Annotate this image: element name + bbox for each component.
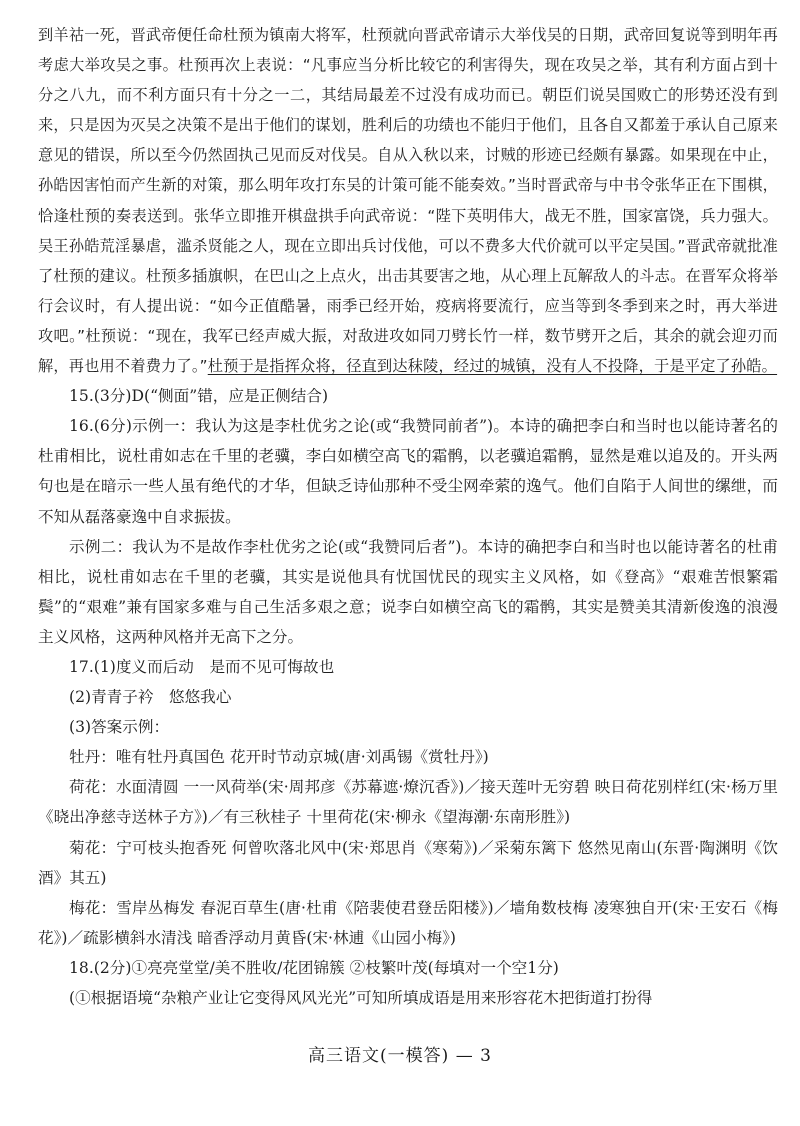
page-footer: 高三语文(一模答) — 3 — [308, 1046, 492, 1066]
q16-example-one: 16.(6分)示例一：我认为这是李杜优劣之论(或“我赞同前者”)。本诗的确把李白和当时也以能诗著名的杜甫相比，说杜甫如志在千里的老骥，李白如横空高飞的霜鹘，以老骥追霜鹘，显然是难以追及的。开头两句也是在暗示一些人虽有绝代的才华，但缺乏诗仙那种不受尘网牵萦的逸气。他们自陷于人间世的缧绁，而不知从磊落豪逸中自求振拔。 — [38, 417, 778, 526]
q17-chrysanthemum: 菊花：宁可枝头抱香死 何曾吹落北风中(宋·郑思肖《寒菊》)／采菊东篱下 悠然见南山(东晋·陶渊明《饮酒》其五) — [38, 838, 778, 887]
q17-item-3: (3)答案示例： — [69, 718, 170, 737]
q17-item-2: (2)青青子衿 悠悠我心 — [69, 688, 232, 707]
q15-answer: 15.(3分)D(“侧面”错，应是正侧结合) — [69, 387, 329, 406]
translation-paragraph — [38, 20, 778, 381]
translation-underlined-text: 杜预于是指挥众将，径直到达秣陵，经过的城镇，没有人不投降，于是平定了孙皓。 — [207, 357, 778, 376]
q17-lotus: 荷花：水面清圆 一一风荷举(宋·周邦彦《苏幕遮·燎沉香》)／接天莲叶无穷碧 映日荷花别样红(宋·杨万里《晓出净慈寺送林子方》)／有三秋桂子 十里荷花(宋·柳永《望海潮·东南形胜》) — [38, 778, 778, 827]
q16-example-two: 示例二：我认为不是故作李杜优劣之论(或“我赞同后者”)。本诗的确把李白和当时也以能诗著名的杜甫相比，说杜甫如志在千里的老骥，其实是说他具有忧国忧民的现实主义风格，如《登高》“艰难苦恨繁霜鬓”的“艰难”兼有国家多难与自己生活多艰之意；说李白如横空高飞的霜鹘，其实是赞美其清新俊逸的浪漫主义风格，这两种风格并无高下之分。 — [38, 537, 778, 646]
q18-note: (①根据语境“杂粮产业让它变得风风光光”可知所填成语是用来形容花木把街道打扮得 — [69, 989, 653, 1007]
q17-plum: 梅花：雪岸丛梅发 春泥百草生(唐·杜甫《陪裴使君登岳阳楼》)／墙角数枝梅 凌寒独自开(宋·王安石《梅花》)／疏影横斜水清浅 暗香浮动月黄昏(宋·林逋《山园小梅》) — [38, 898, 778, 947]
q18-answer: 18.(2分)①亮亮堂堂/美不胜收/花团锦簇 ②枝繁叶茂(每填对一个空1分) — [69, 958, 559, 977]
translation-text: 到羊祜一死，晋武帝便任命杜预为镇南大将军，杜预就向晋武帝请示大举伐吴的日期，武帝回复说等到明年再考虑大举攻吴之事。杜预再次上表说：“凡事应当分析比较它的利害得失，现在攻吴之举，其有利方面占到十分之八九，而不利方面只有十分之一二，其结局最差不过没有成功而已。朝臣们说吴国败亡的形势还没有到来，只是因为灭吴之决策不是出于他们的谋划，胜利后的功绩也不能归于他们，且各自又都羞于承认自己原来意见的错误，所以至今仍然固执己见而反对伐吴。自从入秋以来，讨贼的形迹已经颇有暴露。如果现在中止，孙皓因害怕而产生新的对策，那么明年攻打东吴的计策可能不能奏效。”当时晋武帝与中书令张华正在下围棋，恰逢杜预的奏表送到。张华立即推开棋盘拱手向武帝说：“陛下英明伟大，战无不胜，国家富饶，兵力强大。吴王孙皓荒淫暴虐，滥杀贤能之人，现在立即出兵讨伐他，可以不费多大代价就可以平定吴国。”晋武帝就批准了杜预的建议。杜预多插旗帜，在巴山之上点火，出击其要害之地，从心理上瓦解敌人的斗志。在晋军众将举行会议时，有人提出说：“如今正值酷暑，雨季已经开始，疫病将要流行，应当等到冬季到来之时，再大举进攻吧。”杜预说：“现在，我军已经声威大振，对敌进攻如同刀劈长竹一样，数节劈开之后，其余的就会迎刃而解，再也用不着费力了。” — [38, 26, 778, 376]
page-content — [38, 20, 778, 1013]
q17-peony: 牡丹：唯有牡丹真国色 花开时节动京城(唐·刘禹锡《赏牡丹》) — [69, 748, 489, 767]
q17-item-1: 17.(1)度义而后动 是而不见可悔故也 — [69, 657, 335, 676]
